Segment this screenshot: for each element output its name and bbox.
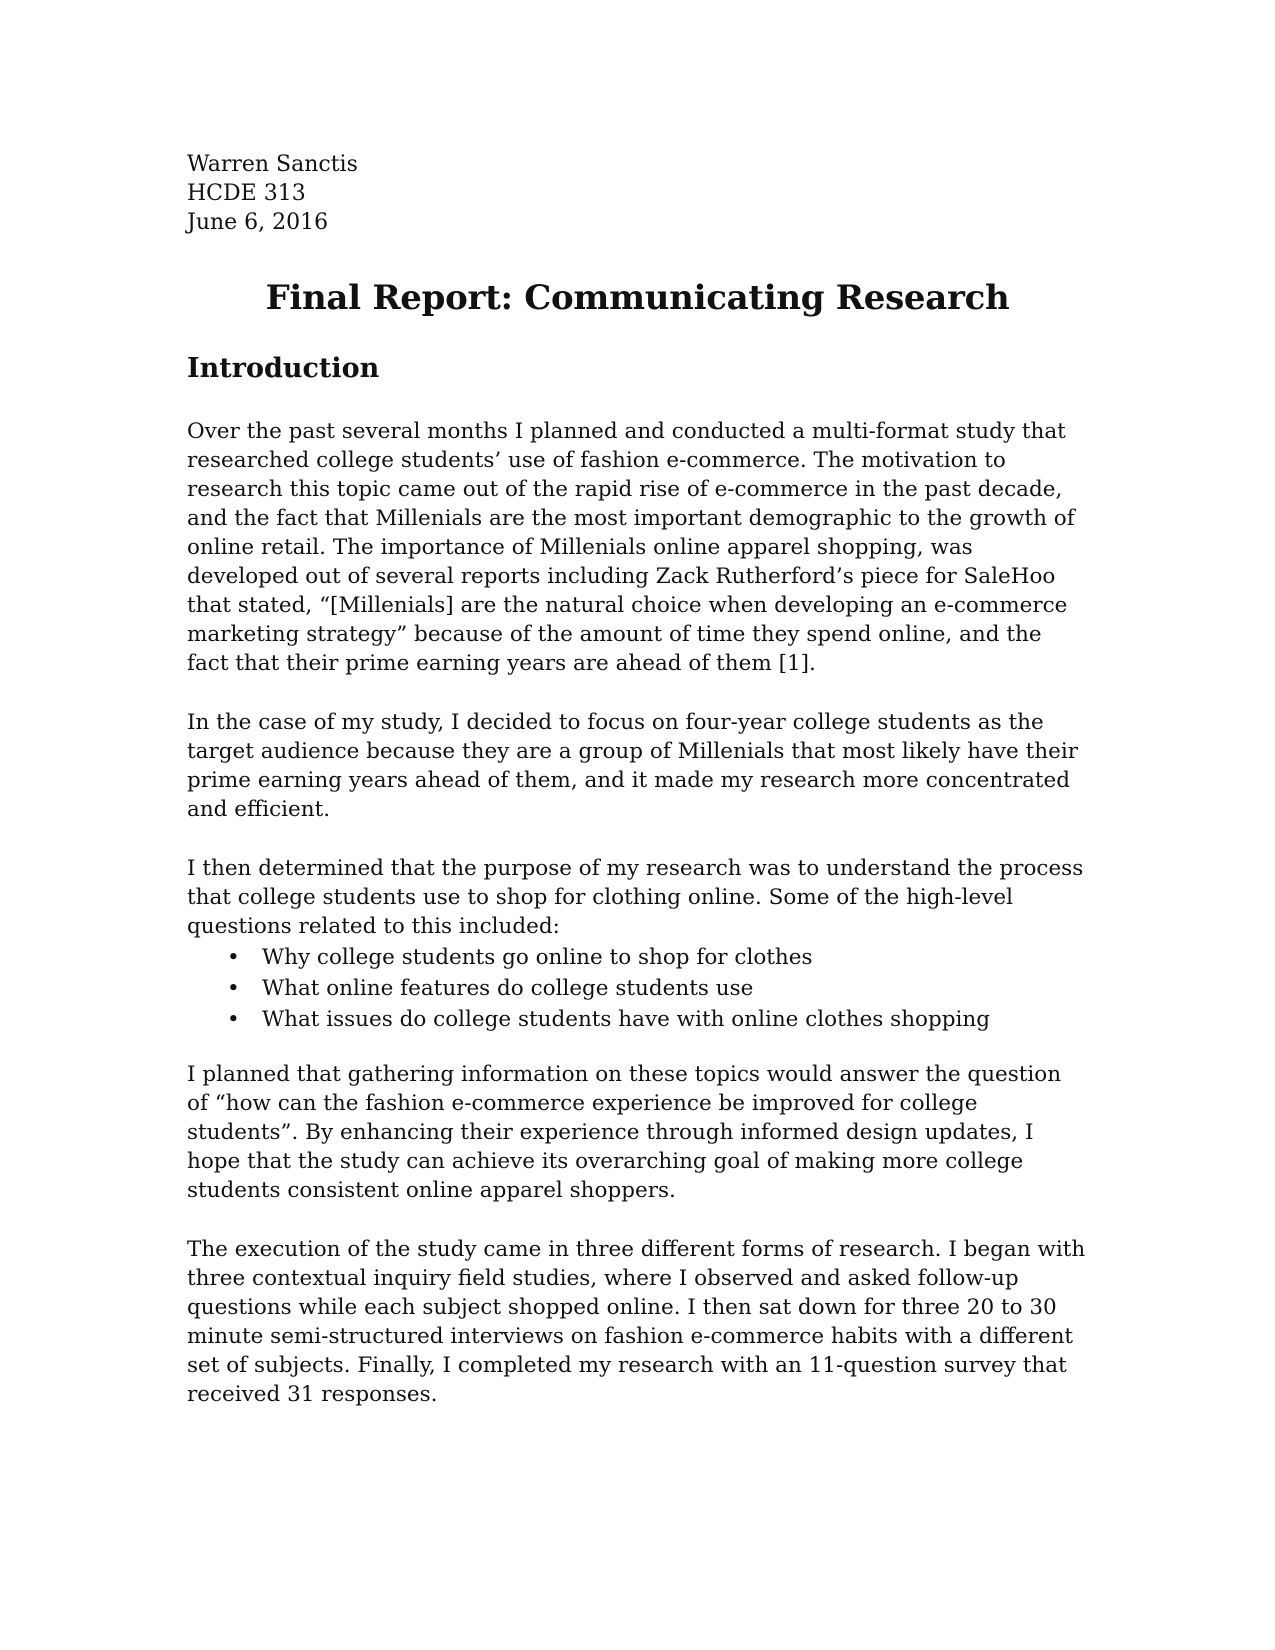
paragraph-purpose: I then determined that the purpose of my research was to understand the process that college students use to shop for clothing online. Some of the high-level questions related to this included: <box>187 856 1084 939</box>
bullet-marker: • <box>227 976 240 1001</box>
list-item <box>187 1004 1087 1035</box>
paragraph-execution: The execution of the study came in three different forms of research. I began with three contextual inquiry field studies, where I observed and asked follow-up questions while each subject shopped online. I then sat down for three 20 to 30 minute semi-structured interviews on fashion e-commerce habits with a different set of subjects. Finally, I completed my research with an 11-question survey that received 31 responses. <box>187 1237 1086 1407</box>
bullet-marker: • <box>227 945 240 970</box>
document-title: Final Report: Communicating Research <box>265 278 1010 318</box>
section-heading-introduction: Introduction <box>187 353 380 384</box>
list-item <box>187 973 1087 1004</box>
course-code: HCDE 313 <box>187 181 306 206</box>
paragraph-target-audience: In the case of my study, I decided to focus on four-year college students as the target audience because they are a group of Millenials that most likely have their prime earning years ahead of them, and it made my research more concentrated and efficient. <box>187 710 1078 822</box>
list-item-text: Why college students go online to shop for clothes <box>262 945 813 970</box>
paragraph-goal: I planned that gathering information on these topics would answer the question of “how can the fashion e-commerce experience be improved for college students”. By enhancing their experience through informed design updates, I hope that the study can achieve its overarching goal of making more college students consistent online apparel shoppers. <box>187 1062 1062 1203</box>
header-block <box>187 150 358 237</box>
list-item-text: What online features do college students use <box>262 976 754 1001</box>
paragraph-motivation: Over the past several months I planned and conducted a multi-format study that researched college students’ use of fashion e-commerce. The motivation to research this topic came out of the rapid rise of e-commerce in the past decade, and the fact that Millenials are the most important demographic to the growth of online retail. The importance of Millenials online apparel shopping, was developed out of several reports including Zack Rutherford’s piece for SaleHoo that stated, “[Millenials] are the natural choice when developing an e-commerce marketing strategy” because of the amount of time they spend online, and the fact that their prime earning years are ahead of them [1]. <box>187 419 1075 676</box>
author-name: Warren Sanctis <box>187 152 358 177</box>
bullet-marker: • <box>227 1007 240 1032</box>
list-item <box>187 942 1087 973</box>
list-item-text: What issues do college students have with online clothes shopping <box>262 1007 990 1032</box>
report-date: June 6, 2016 <box>187 210 329 235</box>
questions-list <box>187 942 1087 1035</box>
